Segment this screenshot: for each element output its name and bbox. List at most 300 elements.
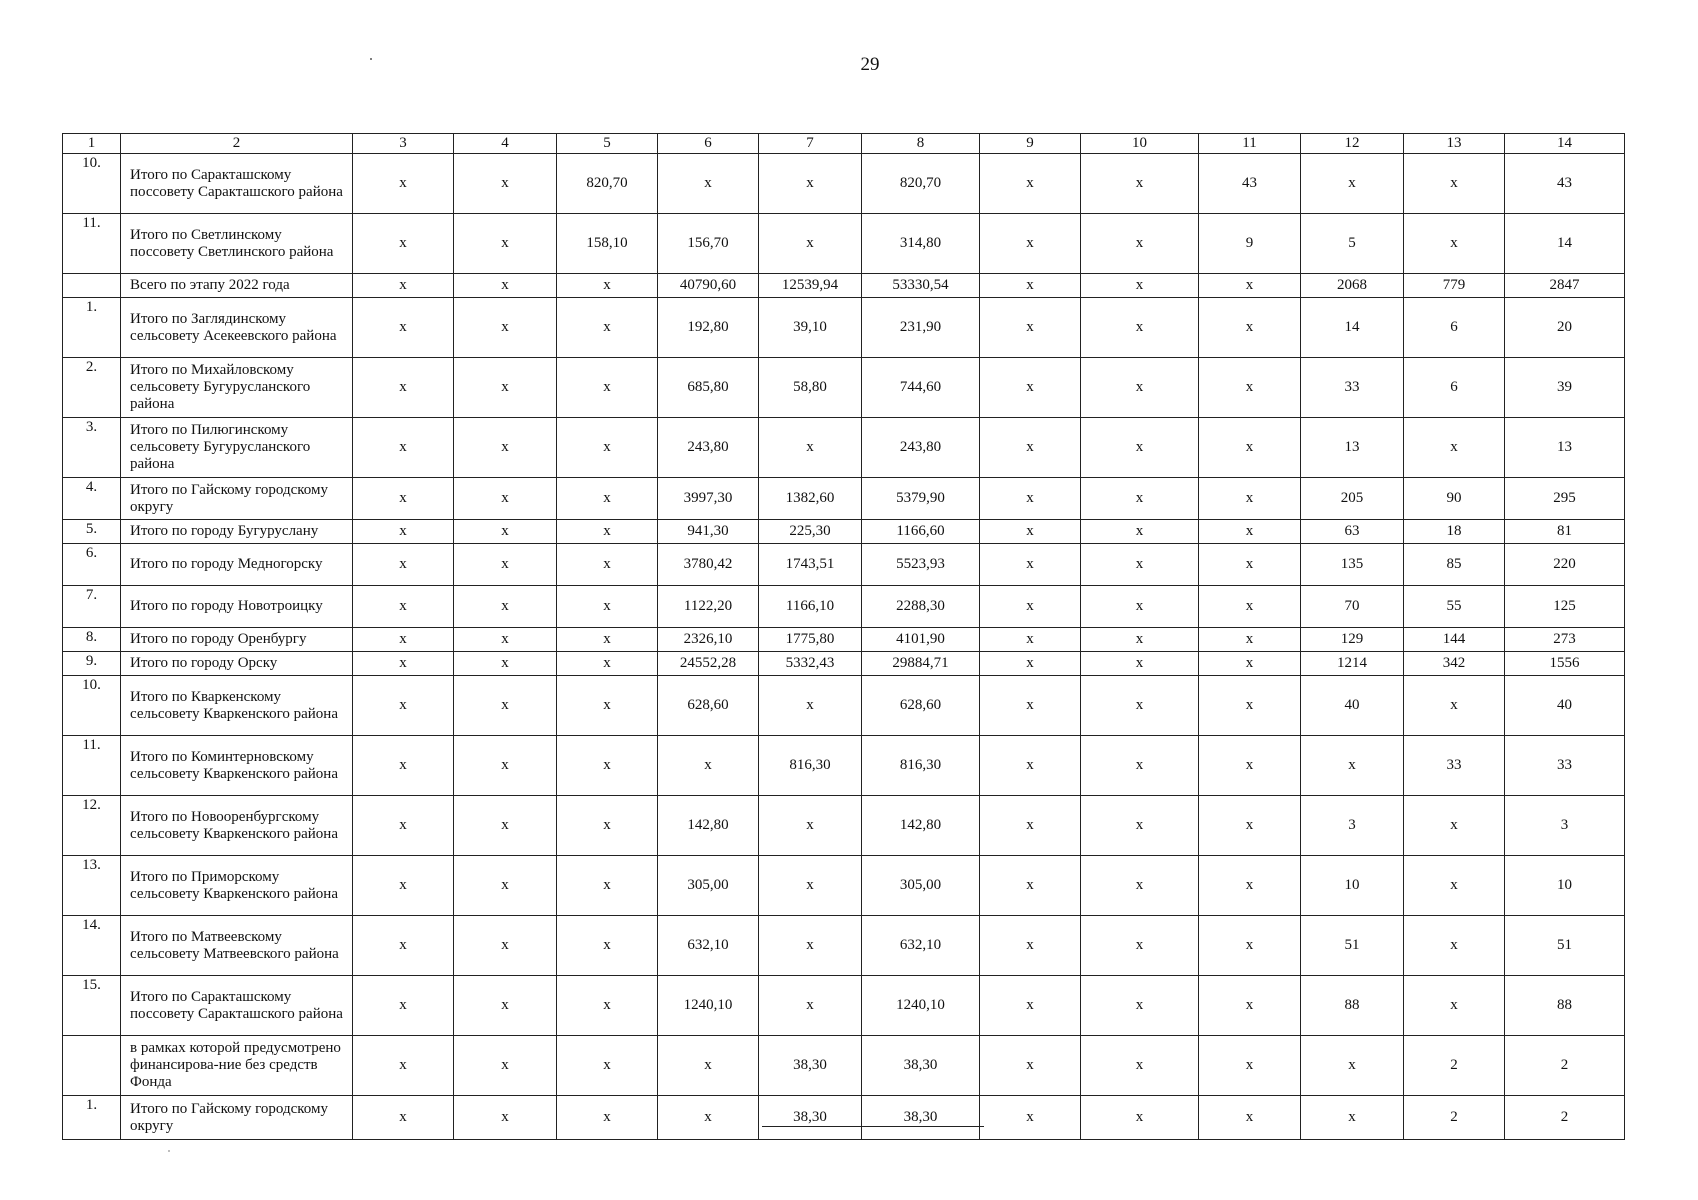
value-cell: 816,30 xyxy=(862,736,980,796)
value-cell: x xyxy=(980,1096,1081,1140)
header-cell: 3 xyxy=(353,134,454,154)
value-cell: 2288,30 xyxy=(862,586,980,628)
value-cell: 2 xyxy=(1505,1096,1625,1140)
value-cell: 33 xyxy=(1301,358,1404,418)
value-cell: 1122,20 xyxy=(658,586,759,628)
value-cell: x xyxy=(980,274,1081,298)
table-row xyxy=(63,358,1625,418)
value-cell: x xyxy=(1081,274,1199,298)
table-row xyxy=(63,214,1625,274)
value-cell: 3780,42 xyxy=(658,544,759,586)
table-row xyxy=(63,274,1625,298)
value-cell: x xyxy=(353,520,454,544)
value-cell: 85 xyxy=(1404,544,1505,586)
value-cell: x xyxy=(1081,418,1199,478)
value-cell: x xyxy=(1081,544,1199,586)
value-cell: x xyxy=(353,214,454,274)
row-name-cell: Итого по Новооренбургскому сельсовету Кваркенского района xyxy=(121,796,353,856)
value-cell: x xyxy=(454,586,557,628)
value-cell: x xyxy=(353,796,454,856)
value-cell: x xyxy=(454,856,557,916)
value-cell: 14 xyxy=(1301,298,1404,358)
value-cell: x xyxy=(980,544,1081,586)
value-cell: x xyxy=(557,1096,658,1140)
row-name-cell: Итого по Приморскому сельсовету Кваркенского района xyxy=(121,856,353,916)
value-cell: 12539,94 xyxy=(759,274,862,298)
value-cell: x xyxy=(557,916,658,976)
value-cell: 9 xyxy=(1199,214,1301,274)
closing-rule xyxy=(762,1126,984,1127)
value-cell: x xyxy=(557,418,658,478)
value-cell: x xyxy=(1081,916,1199,976)
value-cell: x xyxy=(454,676,557,736)
value-cell: x xyxy=(353,274,454,298)
value-cell: 220 xyxy=(1505,544,1625,586)
value-cell: x xyxy=(557,298,658,358)
value-cell: 38,30 xyxy=(862,1036,980,1096)
row-number-cell: 1. xyxy=(63,1096,121,1140)
value-cell: 1743,51 xyxy=(759,544,862,586)
value-cell: 243,80 xyxy=(862,418,980,478)
row-name-cell: Итого по Кваркенскому сельсовету Кваркенского района xyxy=(121,676,353,736)
header-cell: 13 xyxy=(1404,134,1505,154)
value-cell: 225,30 xyxy=(759,520,862,544)
header-cell: 10 xyxy=(1081,134,1199,154)
table-row xyxy=(63,586,1625,628)
value-cell: 3 xyxy=(1301,796,1404,856)
value-cell: x xyxy=(1404,796,1505,856)
value-cell: 43 xyxy=(1199,154,1301,214)
row-number-cell xyxy=(63,274,121,298)
page-number: 29 xyxy=(860,54,880,75)
value-cell: 40 xyxy=(1301,676,1404,736)
value-cell: x xyxy=(454,274,557,298)
value-cell: x xyxy=(454,520,557,544)
value-cell: 39,10 xyxy=(759,298,862,358)
value-cell: x xyxy=(1199,628,1301,652)
value-cell: x xyxy=(759,916,862,976)
value-cell: 314,80 xyxy=(862,214,980,274)
value-cell: 40790,60 xyxy=(658,274,759,298)
value-cell: 90 xyxy=(1404,478,1505,520)
header-cell: 5 xyxy=(557,134,658,154)
value-cell: 5 xyxy=(1301,214,1404,274)
value-cell: x xyxy=(1081,796,1199,856)
value-cell: 1382,60 xyxy=(759,478,862,520)
value-cell: 231,90 xyxy=(862,298,980,358)
value-cell: 1214 xyxy=(1301,652,1404,676)
value-cell: x xyxy=(454,154,557,214)
row-number-cell: 10. xyxy=(63,154,121,214)
value-cell: 58,80 xyxy=(759,358,862,418)
value-cell: x xyxy=(980,736,1081,796)
row-name-cell: Итого по городу Бугуруслану xyxy=(121,520,353,544)
value-cell: 10 xyxy=(1505,856,1625,916)
value-cell: x xyxy=(759,976,862,1036)
value-cell: x xyxy=(353,544,454,586)
value-cell: x xyxy=(454,976,557,1036)
value-cell: x xyxy=(454,214,557,274)
value-cell: x xyxy=(353,856,454,916)
value-cell: 273 xyxy=(1505,628,1625,652)
value-cell: x xyxy=(1199,976,1301,1036)
value-cell: x xyxy=(980,214,1081,274)
value-cell: 2 xyxy=(1404,1036,1505,1096)
value-cell: x xyxy=(1301,1096,1404,1140)
value-cell: x xyxy=(1081,298,1199,358)
row-number-cell: 7. xyxy=(63,586,121,628)
value-cell: x xyxy=(980,586,1081,628)
value-cell: x xyxy=(557,976,658,1036)
value-cell: x xyxy=(980,796,1081,856)
value-cell: 632,10 xyxy=(862,916,980,976)
value-cell: x xyxy=(454,916,557,976)
value-cell: x xyxy=(1199,676,1301,736)
value-cell: 55 xyxy=(1404,586,1505,628)
value-cell: x xyxy=(1081,652,1199,676)
value-cell: x xyxy=(1081,478,1199,520)
value-cell: x xyxy=(980,298,1081,358)
value-cell: x xyxy=(1081,358,1199,418)
value-cell: 305,00 xyxy=(862,856,980,916)
value-cell: 2 xyxy=(1404,1096,1505,1140)
value-cell: 40 xyxy=(1505,676,1625,736)
row-name-cell: Итого по Саракташскому поссовету Саракташского района xyxy=(121,154,353,214)
value-cell: x xyxy=(557,586,658,628)
value-cell: 1166,10 xyxy=(759,586,862,628)
value-cell: x xyxy=(557,856,658,916)
value-cell: 135 xyxy=(1301,544,1404,586)
value-cell: 43 xyxy=(1505,154,1625,214)
value-cell: x xyxy=(658,736,759,796)
value-cell: x xyxy=(353,628,454,652)
value-cell: x xyxy=(980,916,1081,976)
value-cell: 81 xyxy=(1505,520,1625,544)
value-cell: 14 xyxy=(1505,214,1625,274)
value-cell: x xyxy=(658,1036,759,1096)
value-cell: x xyxy=(1404,916,1505,976)
row-name-cell: Итого по городу Медногорску xyxy=(121,544,353,586)
row-number-cell: 6. xyxy=(63,544,121,586)
value-cell: 744,60 xyxy=(862,358,980,418)
data-table-container xyxy=(62,133,1624,1140)
value-cell: x xyxy=(1199,298,1301,358)
value-cell: x xyxy=(980,628,1081,652)
row-name-cell: Итого по городу Оренбургу xyxy=(121,628,353,652)
value-cell: 5379,90 xyxy=(862,478,980,520)
value-cell: x xyxy=(1081,976,1199,1036)
data-table xyxy=(62,133,1625,1140)
table-row xyxy=(63,856,1625,916)
header-row xyxy=(63,134,1625,154)
value-cell: x xyxy=(557,628,658,652)
value-cell: x xyxy=(980,976,1081,1036)
value-cell: 820,70 xyxy=(862,154,980,214)
value-cell: 33 xyxy=(1404,736,1505,796)
value-cell: 51 xyxy=(1301,916,1404,976)
value-cell: x xyxy=(1081,214,1199,274)
row-name-cell: Итого по Матвеевскому сельсовету Матвеевского района xyxy=(121,916,353,976)
row-name-cell: Итого по городу Орску xyxy=(121,652,353,676)
value-cell: x xyxy=(454,418,557,478)
value-cell: x xyxy=(454,1036,557,1096)
value-cell: 144 xyxy=(1404,628,1505,652)
row-name-cell: Итого по Светлинскому поссовету Светлинского района xyxy=(121,214,353,274)
row-name-cell: Итого по Пилюгинскому сельсовету Бугурусланского района xyxy=(121,418,353,478)
table-row xyxy=(63,736,1625,796)
value-cell: 33 xyxy=(1505,736,1625,796)
value-cell: x xyxy=(1404,676,1505,736)
header-cell: 9 xyxy=(980,134,1081,154)
value-cell: x xyxy=(557,1036,658,1096)
row-number-cell: 3. xyxy=(63,418,121,478)
row-name-cell: Итого по Гайскому городскому округу xyxy=(121,1096,353,1140)
value-cell: x xyxy=(1199,274,1301,298)
value-cell: x xyxy=(1199,736,1301,796)
table-row xyxy=(63,520,1625,544)
value-cell: 13 xyxy=(1505,418,1625,478)
value-cell: 1240,10 xyxy=(862,976,980,1036)
value-cell: 38,30 xyxy=(759,1036,862,1096)
header-cell: 14 xyxy=(1505,134,1625,154)
value-cell: x xyxy=(557,796,658,856)
value-cell: x xyxy=(658,1096,759,1140)
value-cell: x xyxy=(1199,1036,1301,1096)
table-row xyxy=(63,796,1625,856)
value-cell: x xyxy=(353,1036,454,1096)
row-number-cell: 9. xyxy=(63,652,121,676)
row-number-cell: 5. xyxy=(63,520,121,544)
value-cell: x xyxy=(1199,520,1301,544)
value-cell: x xyxy=(353,676,454,736)
header-cell: 11 xyxy=(1199,134,1301,154)
value-cell: x xyxy=(454,628,557,652)
value-cell: 125 xyxy=(1505,586,1625,628)
table-row xyxy=(63,478,1625,520)
row-name-cell: в рамках которой предусмотрено финансирова-ние без средств Фонда xyxy=(121,1036,353,1096)
value-cell: 685,80 xyxy=(658,358,759,418)
value-cell: x xyxy=(353,586,454,628)
value-cell: x xyxy=(1404,418,1505,478)
value-cell: x xyxy=(980,358,1081,418)
value-cell: x xyxy=(1199,796,1301,856)
header-cell: 2 xyxy=(121,134,353,154)
value-cell: x xyxy=(1199,652,1301,676)
row-number-cell: 14. xyxy=(63,916,121,976)
value-cell: x xyxy=(353,916,454,976)
value-cell: 2068 xyxy=(1301,274,1404,298)
value-cell: x xyxy=(1404,976,1505,1036)
value-cell: x xyxy=(557,544,658,586)
value-cell: 295 xyxy=(1505,478,1625,520)
value-cell: x xyxy=(1199,916,1301,976)
value-cell: 192,80 xyxy=(658,298,759,358)
value-cell: 2326,10 xyxy=(658,628,759,652)
value-cell: x xyxy=(454,736,557,796)
value-cell: 156,70 xyxy=(658,214,759,274)
table-row xyxy=(63,976,1625,1036)
value-cell: x xyxy=(1199,418,1301,478)
value-cell: x xyxy=(980,1036,1081,1096)
value-cell: 1556 xyxy=(1505,652,1625,676)
value-cell: x xyxy=(1081,1096,1199,1140)
table-row xyxy=(63,916,1625,976)
value-cell: x xyxy=(353,976,454,1036)
row-name-cell: Итого по Гайскому городскому округу xyxy=(121,478,353,520)
value-cell: x xyxy=(353,358,454,418)
value-cell: x xyxy=(454,652,557,676)
value-cell: x xyxy=(1081,586,1199,628)
table-row xyxy=(63,676,1625,736)
row-name-cell: Итого по Коминтерновскому сельсовету Кваркенского района xyxy=(121,736,353,796)
row-number-cell: 8. xyxy=(63,628,121,652)
value-cell: x xyxy=(1081,520,1199,544)
value-cell: 39 xyxy=(1505,358,1625,418)
header-cell: 12 xyxy=(1301,134,1404,154)
row-number-cell xyxy=(63,1036,121,1096)
value-cell: x xyxy=(759,796,862,856)
row-number-cell: 1. xyxy=(63,298,121,358)
value-cell: x xyxy=(1199,586,1301,628)
value-cell: x xyxy=(1199,856,1301,916)
value-cell: 816,30 xyxy=(759,736,862,796)
value-cell: x xyxy=(980,652,1081,676)
value-cell: x xyxy=(1081,154,1199,214)
header-cell: 4 xyxy=(454,134,557,154)
value-cell: 142,80 xyxy=(658,796,759,856)
value-cell: x xyxy=(980,856,1081,916)
value-cell: 628,60 xyxy=(862,676,980,736)
value-cell: x xyxy=(454,478,557,520)
value-cell: 10 xyxy=(1301,856,1404,916)
value-cell: 941,30 xyxy=(658,520,759,544)
value-cell: 38,30 xyxy=(759,1096,862,1140)
value-cell: x xyxy=(1081,676,1199,736)
row-name-cell: Итого по Саракташскому поссовету Саракташского района xyxy=(121,976,353,1036)
value-cell: 29884,71 xyxy=(862,652,980,676)
row-number-cell: 10. xyxy=(63,676,121,736)
value-cell: 158,10 xyxy=(557,214,658,274)
value-cell: 88 xyxy=(1301,976,1404,1036)
table-row xyxy=(63,298,1625,358)
value-cell: x xyxy=(980,520,1081,544)
value-cell: 53330,54 xyxy=(862,274,980,298)
value-cell: x xyxy=(454,358,557,418)
value-cell: x xyxy=(759,154,862,214)
value-cell: 51 xyxy=(1505,916,1625,976)
value-cell: x xyxy=(980,478,1081,520)
value-cell: 3 xyxy=(1505,796,1625,856)
value-cell: x xyxy=(980,676,1081,736)
value-cell: 5332,43 xyxy=(759,652,862,676)
value-cell: 632,10 xyxy=(658,916,759,976)
value-cell: x xyxy=(557,274,658,298)
row-number-cell: 13. xyxy=(63,856,121,916)
value-cell: 129 xyxy=(1301,628,1404,652)
table-row xyxy=(63,544,1625,586)
value-cell: 1775,80 xyxy=(759,628,862,652)
row-number-cell: 2. xyxy=(63,358,121,418)
value-cell: 18 xyxy=(1404,520,1505,544)
value-cell: 1240,10 xyxy=(658,976,759,1036)
header-cell: 6 xyxy=(658,134,759,154)
value-cell: x xyxy=(557,676,658,736)
value-cell: x xyxy=(557,358,658,418)
value-cell: x xyxy=(980,154,1081,214)
row-name-cell: Итого по городу Новотроицку xyxy=(121,586,353,628)
value-cell: x xyxy=(557,736,658,796)
value-cell: 2847 xyxy=(1505,274,1625,298)
value-cell: 88 xyxy=(1505,976,1625,1036)
value-cell: 205 xyxy=(1301,478,1404,520)
header-cell: 8 xyxy=(862,134,980,154)
value-cell: x xyxy=(1301,736,1404,796)
value-cell: x xyxy=(1301,154,1404,214)
value-cell: x xyxy=(454,1096,557,1140)
row-name-cell: Итого по Заглядинскому сельсовету Асекеевского района xyxy=(121,298,353,358)
header-cell: 7 xyxy=(759,134,862,154)
value-cell: x xyxy=(353,418,454,478)
value-cell: x xyxy=(353,478,454,520)
value-cell: x xyxy=(1081,736,1199,796)
table-row xyxy=(63,652,1625,676)
value-cell: x xyxy=(1199,1096,1301,1140)
value-cell: 24552,28 xyxy=(658,652,759,676)
row-number-cell: 15. xyxy=(63,976,121,1036)
value-cell: 13 xyxy=(1301,418,1404,478)
value-cell: 3997,30 xyxy=(658,478,759,520)
value-cell: 628,60 xyxy=(658,676,759,736)
value-cell: x xyxy=(353,1096,454,1140)
value-cell: 243,80 xyxy=(658,418,759,478)
value-cell: x xyxy=(658,154,759,214)
scan-artifact-dot xyxy=(370,58,372,60)
table-row xyxy=(63,628,1625,652)
row-number-cell: 11. xyxy=(63,214,121,274)
scan-artifact-dot xyxy=(168,1150,170,1152)
value-cell: x xyxy=(353,736,454,796)
value-cell: x xyxy=(980,418,1081,478)
row-number-cell: 11. xyxy=(63,736,121,796)
header-cell: 1 xyxy=(63,134,121,154)
value-cell: x xyxy=(454,544,557,586)
value-cell: 820,70 xyxy=(557,154,658,214)
value-cell: x xyxy=(454,796,557,856)
value-cell: x xyxy=(759,418,862,478)
value-cell: 20 xyxy=(1505,298,1625,358)
value-cell: x xyxy=(1199,358,1301,418)
table-row xyxy=(63,418,1625,478)
value-cell: 6 xyxy=(1404,298,1505,358)
value-cell: x xyxy=(1199,478,1301,520)
value-cell: 305,00 xyxy=(658,856,759,916)
value-cell: x xyxy=(353,298,454,358)
value-cell: x xyxy=(1301,1036,1404,1096)
value-cell: x xyxy=(759,856,862,916)
value-cell: 779 xyxy=(1404,274,1505,298)
table-row xyxy=(63,1036,1625,1096)
value-cell: x xyxy=(1081,628,1199,652)
value-cell: 4101,90 xyxy=(862,628,980,652)
row-number-cell: 12. xyxy=(63,796,121,856)
row-name-cell: Всего по этапу 2022 года xyxy=(121,274,353,298)
table-row xyxy=(63,1096,1625,1140)
value-cell: 38,30 xyxy=(862,1096,980,1140)
value-cell: x xyxy=(557,520,658,544)
row-name-cell: Итого по Михайловскому сельсовету Бугурусланского района xyxy=(121,358,353,418)
value-cell: 2 xyxy=(1505,1036,1625,1096)
value-cell: x xyxy=(1404,856,1505,916)
